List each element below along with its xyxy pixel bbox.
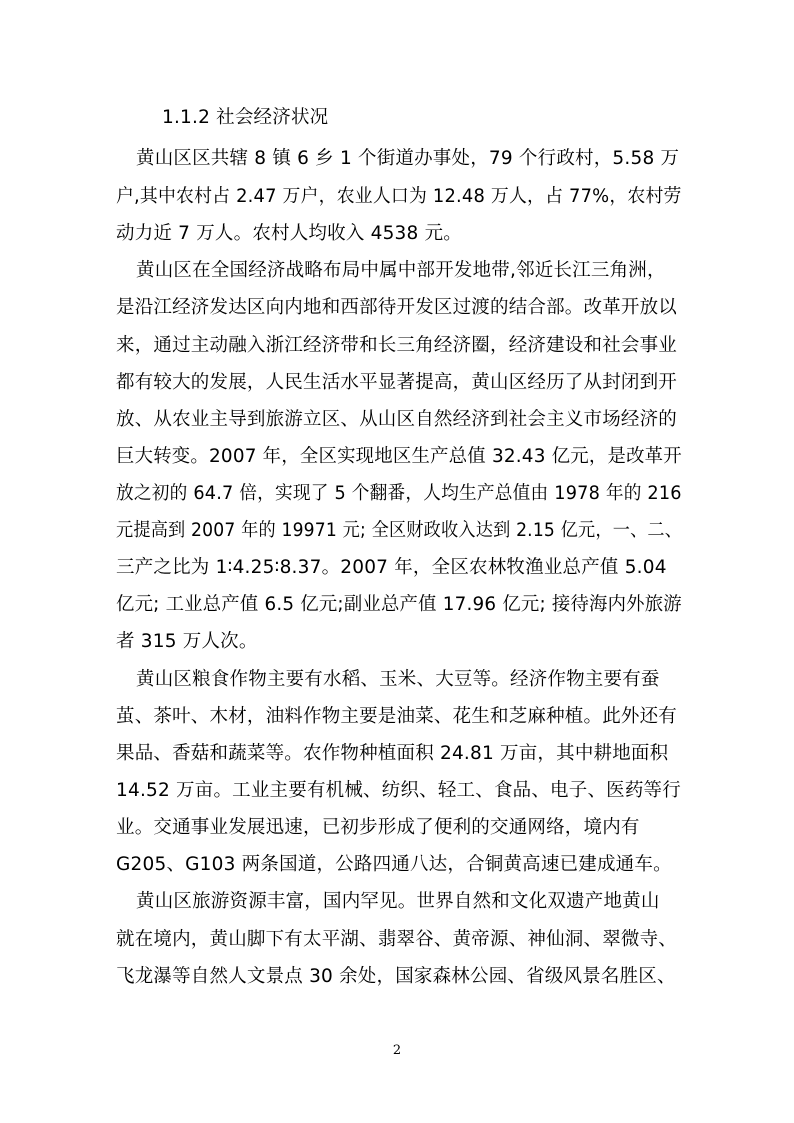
section-heading: 1.1.2 社会经济状况 <box>162 107 329 128</box>
text-line: 飞龙瀑等自然人文景点 30 余处，国家森林公园、省级风景名胜区、 <box>116 966 676 987</box>
text-line: 14.52 万亩。工业主要有机械、纺织、轻工、食品、电子、医药等行 <box>116 780 681 801</box>
text-line: 巨大转变。2007 年，全区实现地区生产总值 32.43 亿元，是改革开 <box>116 446 682 467</box>
text-line: 黄山区在全国经济战略布局中属中部开发地带,邻近长江三角洲， <box>136 260 666 281</box>
text-line: 就在境内，黄山脚下有太平湖、翡翠谷、黄帝源、神仙洞、翠微寺、 <box>116 929 678 950</box>
text-line: 茧、茶叶、木材，油料作物主要是油菜、花生和芝麻种植。此外还有 <box>116 706 678 727</box>
text-line: 黄山区旅游资源丰富，国内罕见。世界自然和文化双遗产地黄山 <box>136 891 660 912</box>
text-line: 放、从农业主导到旅游立区、从山区自然经济到社会主义市场经济的 <box>116 409 678 430</box>
text-line: 动力近 7 万人。农村人均收入 4538 元。 <box>116 223 462 244</box>
text-line: G205、G103 两条国道，公路四通八达，合铜黄高速已建成通车。 <box>116 854 672 875</box>
page-number: 2 <box>392 1043 402 1058</box>
text-line: 三产之比为 1∶4.25∶8.37。2007 年，全区农林牧渔业总产值 5.04 <box>116 557 667 578</box>
text-line: 都有较大的发展，人民生活水平显著提高，黄山区经历了从封闭到开 <box>116 372 678 393</box>
text-line: 者 315 万人次。 <box>116 631 258 652</box>
text-line: 业。交通事业发展迅速，已初步形成了便利的交通网络，境内有 <box>116 817 640 838</box>
text-line: 元提高到 2007 年的 19971 元; 全区财政收入达到 2.15 亿元，一、二、 <box>116 520 683 541</box>
text-line: 黄山区区共辖 8 镇 6 乡 1 个街道办事处，79 个行政村，5.58 万 <box>136 148 680 169</box>
text-line: 来，通过主动融入浙江经济带和长三角经济圈，经济建设和社会事业 <box>116 335 678 356</box>
text-line: 亿元; 工业总产值 6.5 亿元;副业总产值 17.96 亿元; 接待海内外旅游 <box>116 594 682 615</box>
text-line: 黄山区粮食作物主要有水稻、玉米、大豆等。经济作物主要有蚕 <box>136 669 660 690</box>
text-line: 放之初的 64.7 倍，实现了 5 个翻番，人均生产总值由 1978 年的 216 <box>116 483 682 504</box>
text-line: 是沿江经济发达区向内地和西部待开发区过渡的结合部。改革开放以 <box>116 297 678 318</box>
text-line: 果品、香菇和蔬菜等。农作物种植面积 24.81 万亩，其中耕地面积 <box>116 743 669 764</box>
text-line: 户,其中农村占 2.47 万户，农业人口为 12.48 万人，占 77%，农村劳 <box>116 186 682 207</box>
